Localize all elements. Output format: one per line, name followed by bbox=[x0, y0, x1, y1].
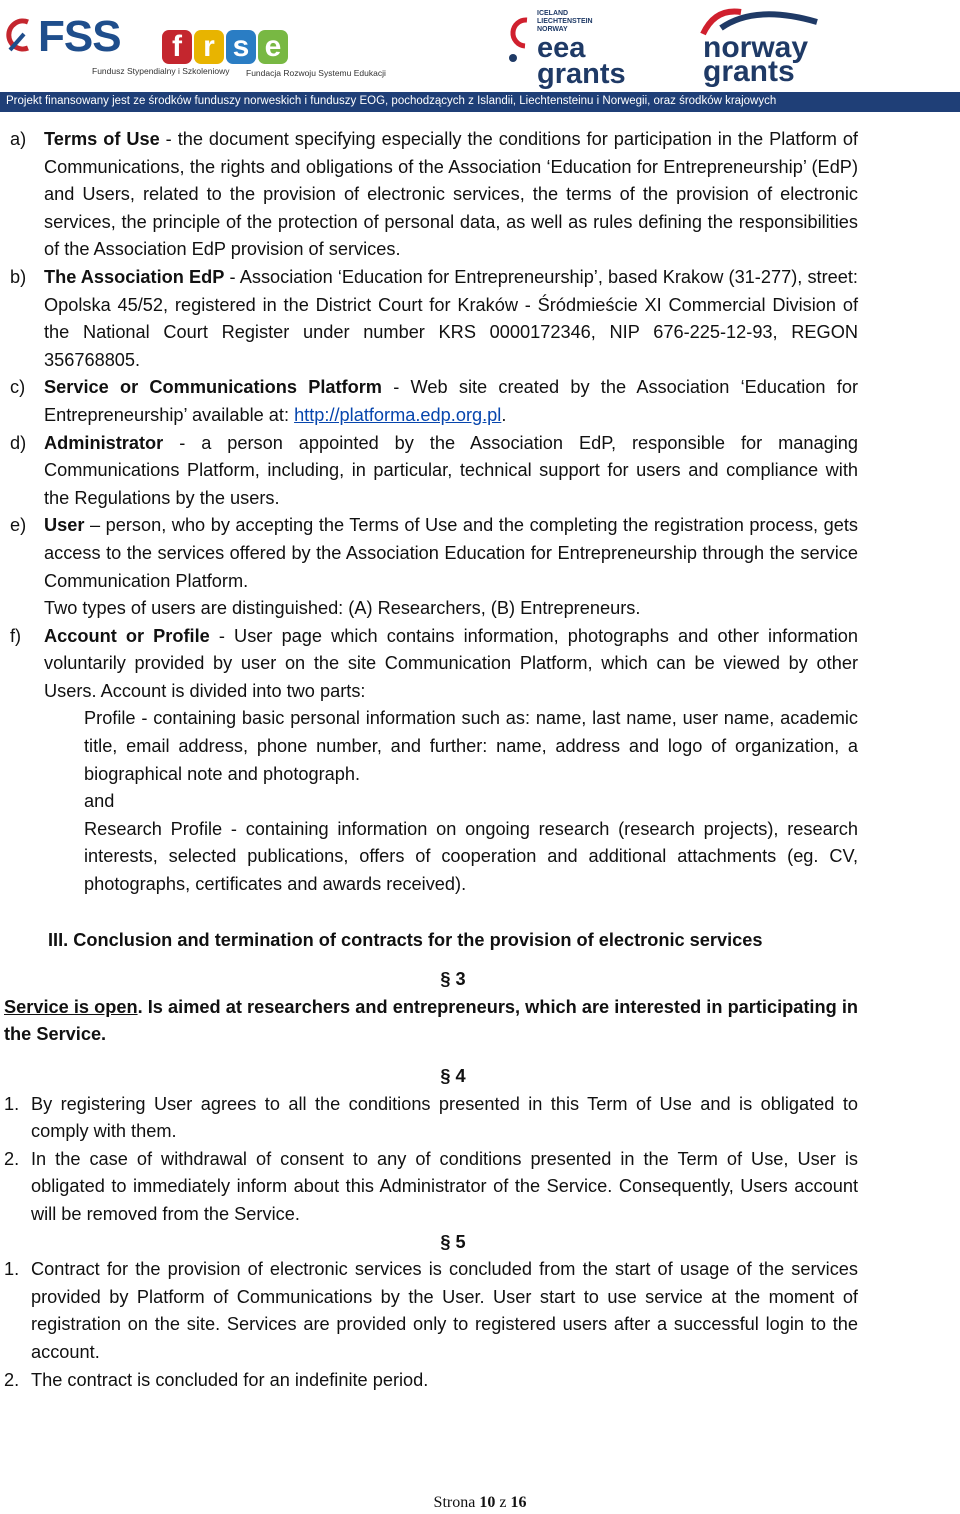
definition-text: - the document specifying especially the conditions for participation in the Platform of Communications, the rights and obligations of the Association ‘Education for Entrepreneurship’ (EdP) and Users, related to the provision of electronic services, the terms of the provision of electronic services, the principle of the protection of personal data, as well as rules defining the responsibilities of the Association EdP provision of services. bbox=[44, 129, 858, 260]
definition-item: b) The Association EdP - Association ‘Education for Entrepreneurship’, based Krakow (31-277), street: Opolska 45/52, registered in the District Court for Kraków - Śródmieście XI Commercial Division of the National Court Register under number KRS 0000172346, NIP 676-225-12-93, REGON 356768805. bbox=[10, 266, 858, 370]
account-part-item: Profile - containing basic personal information such as: name, last name, user name, academic title, email address, phone number, and further: name, address and logo of organization, a biographical note and photograph. bbox=[84, 708, 858, 784]
eea-grants-word: grants bbox=[537, 58, 626, 90]
header-logos bbox=[0, 0, 960, 92]
definition-term: User bbox=[44, 515, 85, 536]
definition-text: - Web site created by the Association ‘Education for Entrepreneurship’ available at: bbox=[44, 377, 858, 425]
paragraph-heading-5: § 5 bbox=[440, 1231, 466, 1252]
page-footer: Strona 10 z 16 bbox=[433, 1494, 527, 1511]
frse-letter-r: r bbox=[194, 30, 224, 64]
norway-word: norway bbox=[703, 31, 809, 64]
total-pages: 16 bbox=[510, 1494, 527, 1511]
current-page: 10 bbox=[479, 1494, 496, 1511]
frse-subtitle: Fundacja Rozwoju Systemu Edukacji bbox=[246, 68, 386, 78]
paragraph-3-text: Service is open. Is aimed at researchers and entrepreneurs, which are interested in participating in the Service. bbox=[4, 996, 858, 1045]
definition-item: c) Service or Communications Platform - Web site created by the Association ‘Education for Entrepreneurship’ available at: http://platforma.edp.org.pl. bbox=[10, 377, 858, 425]
eea-country-norway: NORWAY bbox=[537, 26, 568, 33]
norway-grants-logo bbox=[695, 4, 825, 88]
user-types-note: Two types of users are distinguished: (A) Researchers, (B) Entrepreneurs. bbox=[44, 598, 641, 619]
definition-item: e) User – person, who by accepting the Terms of Use and the completing the registration process, gets access to the services offered by the Association Education for Entrepreneurship through the service Communication Platform. bbox=[10, 515, 858, 591]
eea-word: eea bbox=[537, 32, 586, 64]
definition-term: Administrator bbox=[44, 432, 164, 453]
definition-text: - User page which contains information, photographs and other information voluntarily provided by user on the site Communication Platform, which can be viewed by other Users. Account is divided into two parts: bbox=[44, 625, 858, 701]
definition-text: - Association ‘Education for Entrepreneurship’, based Krakow (31-277), street: Opolska 45/52, registered in the District Court for Kraków - Śródmieście XI Commercial Division of the National Court Register under number KRS 0000172346, NIP 676-225-12-93, REGON 356768805. bbox=[44, 266, 858, 370]
platform-link[interactable]: http://platforma.edp.org.pl bbox=[294, 404, 502, 425]
definition-term: Service or Communications Platform bbox=[44, 377, 382, 398]
funding-banner: Projekt finansowany jest ze środków funduszy norweskich i funduszy EOG, pochodzących z Islandii, Liechtensteinu i Norwegii, oraz środków krajowych bbox=[0, 92, 960, 112]
document-body bbox=[0, 126, 960, 1394]
frse-letter-f: f bbox=[162, 30, 192, 64]
norway-grants-word: grants bbox=[703, 55, 795, 88]
fss-name: FSS bbox=[38, 12, 121, 61]
definition-term: The Association EdP bbox=[44, 266, 225, 287]
section-heading: III. Conclusion and termination of contracts for the provision of electronic services bbox=[48, 929, 763, 950]
definition-item: d) Administrator - a person appointed by the Association EdP, responsible for managing Communications Platform, including, in particular, technical support for users and compliance with the Regulations by the users. bbox=[10, 432, 858, 508]
numbered-item: 2. The contract is concluded for an indefinite period. bbox=[4, 1369, 429, 1390]
paragraph-heading-3: § 3 bbox=[440, 969, 466, 990]
definition-term: Terms of Use bbox=[44, 129, 160, 149]
paragraph-heading-4: § 4 bbox=[440, 1066, 466, 1086]
definition-text: – person, who by accepting the Terms of Use and the completing the registration process, gets access to the services offered by the Association Education for Entrepreneurship through the service Communication Platform. bbox=[44, 515, 858, 591]
definition-item: f) Account or Profile - User page which contains information, photographs and other information voluntarily provided by user on the site Communication Platform, which can be viewed by other Users. Account is divided into two parts: bbox=[10, 625, 858, 701]
eea-swoosh-icon bbox=[503, 16, 533, 66]
numbered-item: 1. By registering User agrees to all the conditions presented in this Term of Use and is obligated to comply with them. bbox=[4, 1093, 858, 1142]
account-part-connector: and bbox=[84, 791, 115, 812]
eea-grants-logo bbox=[503, 10, 628, 90]
service-open-text: Service is open bbox=[4, 996, 138, 1017]
account-part-item: Research Profile - containing information on ongoing research (research projects), research interests, selected publications, offers of cooperation and additional attachments (eg. CV, photographs, certificates and awards received). bbox=[84, 818, 858, 895]
frse-logo bbox=[162, 30, 386, 78]
definition-text: - a person appointed by the Association EdP, responsible for managing Communications Platform, including, in particular, technical support for users and compliance with the Regulations by the users. bbox=[44, 432, 858, 508]
numbered-item: 1. Contract for the provision of electronic services is concluded from the start of usage of the services provided by Platform of Communications by the User. User start to use service at the moment of registration on the site. Services are provided only to registered users after a successful login to the account. bbox=[4, 1259, 858, 1362]
frse-letter-s: s bbox=[226, 30, 256, 64]
frse-letter-e: e bbox=[258, 30, 288, 64]
fss-mark-icon bbox=[6, 16, 36, 58]
definition-term: Account or Profile bbox=[44, 625, 210, 646]
eea-country-liechtenstein: LIECHTENSTEIN bbox=[537, 18, 593, 25]
definition-item: a) Terms of Use - the document specifying especially the conditions for participation in the Platform of Communications, the rights and obligations of the Association ‘Education for Entrepreneurship’ (EdP) and Users, related to the provision of electronic services, the terms of the provision of electronic services, the principle of the protection of personal data, as well as rules defining the responsibilities of the Association EdP provision of services. bbox=[10, 129, 858, 260]
eea-country-iceland: ICELAND bbox=[537, 10, 569, 17]
fss-logo bbox=[6, 12, 230, 80]
numbered-item: 2. In the case of withdrawal of consent to any of conditions presented in the Term of Use, User is obligated to immediately inform about this Administrator of the Service. Consequently, Users account will be removed from the Service. bbox=[4, 1148, 858, 1224]
fss-subtitle: Fundusz Stypendialny i Szkoleniowy bbox=[92, 66, 230, 76]
